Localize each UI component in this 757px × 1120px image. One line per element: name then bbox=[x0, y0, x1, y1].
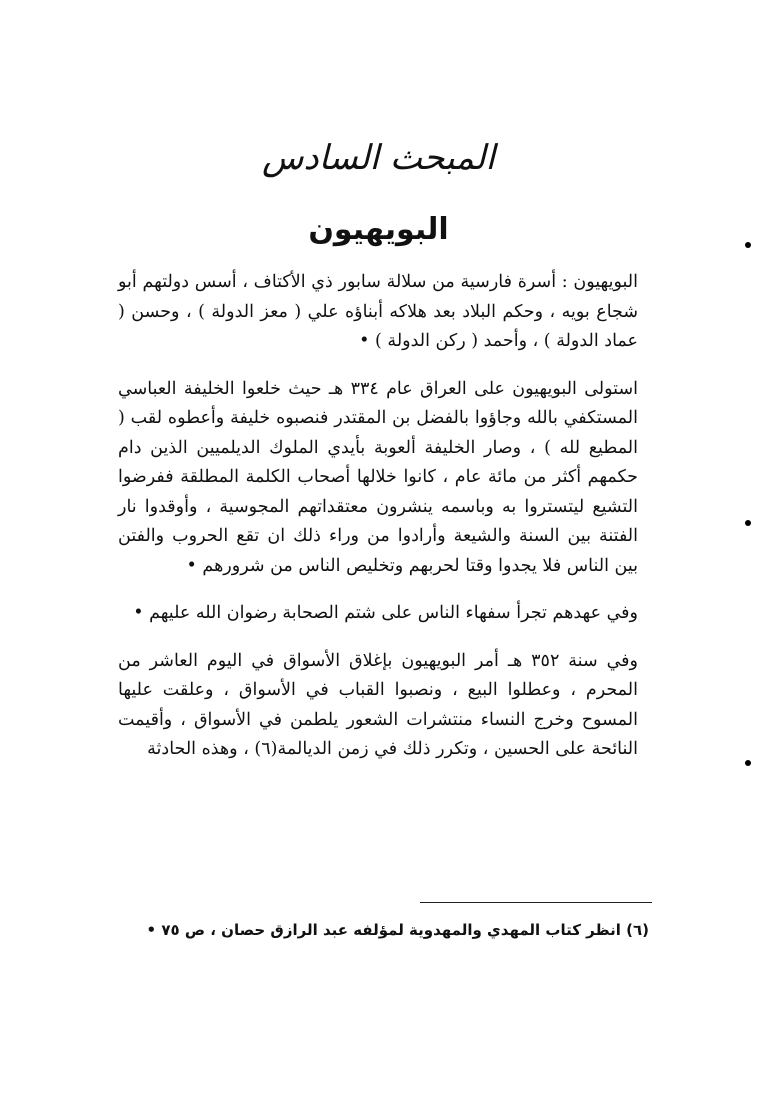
body-text bbox=[118, 268, 638, 783]
scan-speck bbox=[745, 760, 751, 766]
paragraph-2: استولى البويهيون على العراق عام ٣٣٤ هـ حيث خلعوا الخليفة العباسي المستكفي بالله وجاؤوا بالفضل بن المقتدر فنصبوه خليفة وأعطوه لقب ( المطيع لله ) ، وصار الخليفة ألعوبة بأيدي الملوك الديلميين الذين دام حكمهم أكثر من مائة عام ، كانوا خلالها أصحاب الكلمة المطلقة ففرضوا التشيع ليتستروا به وباسمه ينشرون معتقداتهم المجوسية ، وأوقدوا نار الفتنة بين السنة والشيعة وأرادوا من وراء ذلك ان تقع الحروب والفتن بين الناس فلا يجدوا وقتا لحربهم وتخليص الناس من شرورهم • bbox=[118, 378, 638, 576]
footnote-divider bbox=[420, 902, 652, 903]
paragraph-1: البويهيون : أسرة فارسية من سلالة سابور ذي الأكتاف ، أسس دولتهم أبو شجاع بويه ، وحكم البلاد بعد هلاكه أبناؤه علي ( معز الدولة ) ، وحسن ( عماد الدولة ) ، وأحمد ( ركن الدولة ) • bbox=[118, 272, 638, 351]
paragraph-3: وفي عهدهم تجرأ سفهاء الناس على شتم الصحابة رضوان الله عليهم • bbox=[133, 603, 638, 623]
footnote: (٦) انظر كتاب المهدي والمهدوية لمؤلفه عبد الرازق حصان ، ص ٧٥ • bbox=[146, 921, 649, 939]
section-title: البويهيون bbox=[308, 212, 449, 247]
scan-speck bbox=[745, 520, 751, 526]
scan-speck bbox=[745, 242, 751, 248]
paragraph-4: وفي سنة ٣٥٢ هـ أمر البويهيون بإغلاق الأسواق في اليوم العاشر من المحرم ، وعطلوا البيع ، ونصبوا القباب في الأسواق ، وعلقت عليها المسوح وخرج النساء منتشرات الشعور يلطمن في الأسواق ، وأقيمت النائحة على الحسين ، وتكرر ذلك في زمن الديالمة(٦) ، وهذه الحادثة bbox=[118, 650, 638, 759]
chapter-heading: المبحث السادس bbox=[261, 138, 495, 178]
